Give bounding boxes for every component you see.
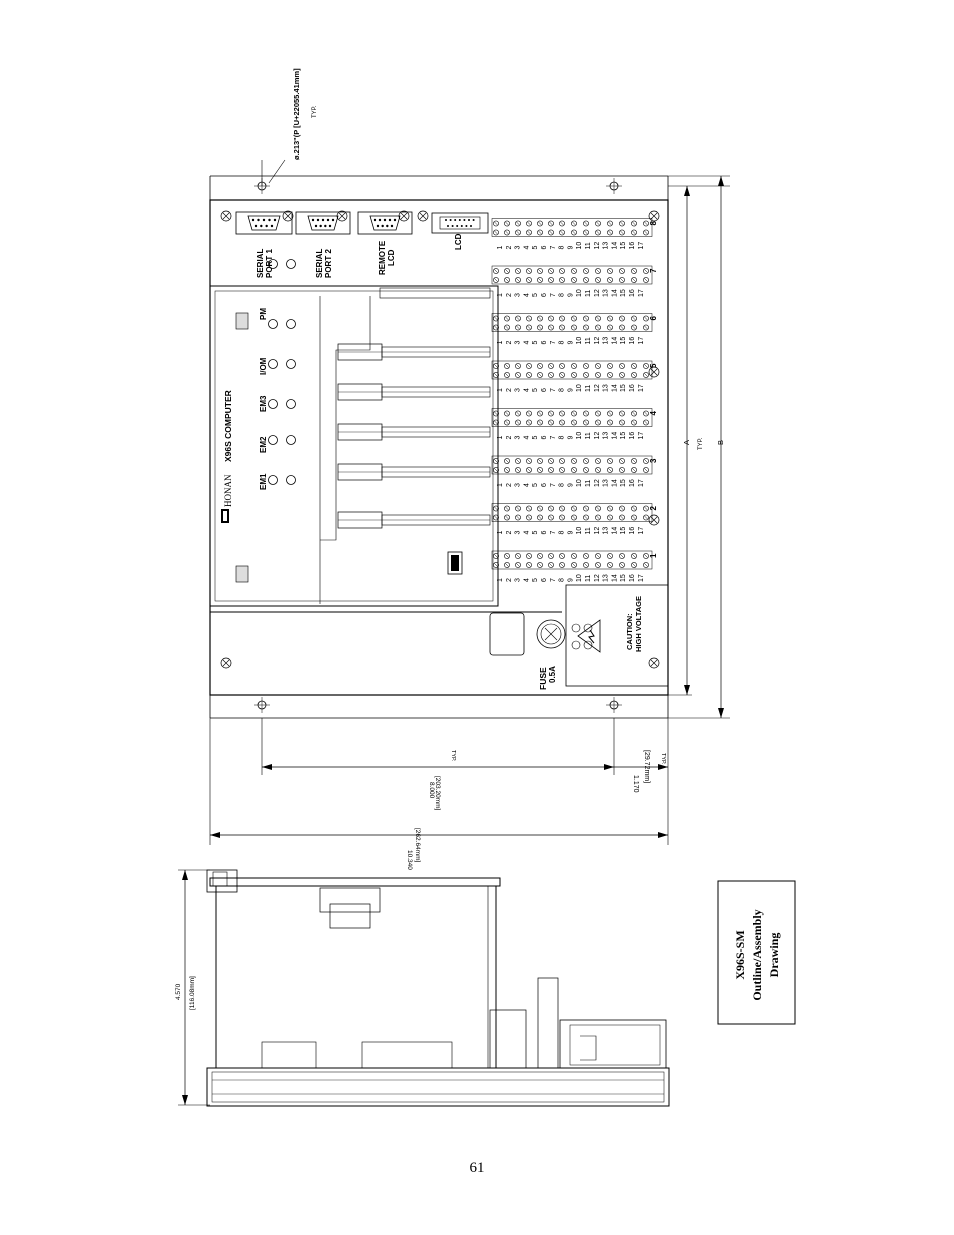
led-indicator-icon: [269, 360, 278, 369]
terminal-pin-label: 8: [558, 530, 566, 535]
terminal-pin-label: 7: [549, 340, 557, 345]
hole-dimension: ø.213"(P [U+22055.41mm]: [292, 68, 301, 160]
terminal-pin-label: 7: [549, 388, 557, 392]
high-voltage-warning-icon: [578, 620, 600, 652]
remote-lcd-label: LCD: [387, 249, 396, 266]
terminal-pin-label: 14: [611, 479, 619, 487]
terminal-pin-label: 6: [541, 293, 548, 297]
terminal-pin-label: 12: [593, 431, 601, 440]
terminal-pin-label: 14: [611, 336, 619, 345]
screw-icon: [649, 211, 659, 221]
dimension-4570: 4.570: [175, 983, 182, 1000]
mounting-hole-icon: [606, 178, 622, 194]
screw-icon: [649, 658, 659, 668]
screw-icon: [221, 211, 231, 221]
terminal-pin-label: 5: [532, 340, 540, 345]
terminal-pin-label: 9: [567, 483, 575, 487]
terminal-pin-label: 5: [532, 483, 540, 487]
terminal-pin-label: 15: [620, 384, 628, 392]
terminal-pin-label: 11: [585, 432, 592, 440]
terminal-pin-label: 14: [611, 574, 619, 582]
terminal-pin-label: 15: [620, 479, 628, 487]
led-indicator-icon: [287, 400, 296, 409]
mounting-holes: [221, 178, 659, 713]
terminal-pin-label: 15: [620, 526, 628, 535]
terminal-pin-label: 16: [629, 289, 636, 297]
terminal-pin-label: 2: [505, 435, 513, 440]
dimension-1170-mm: [29.72mm]: [643, 750, 650, 784]
terminal-pin-label: 10: [576, 479, 584, 487]
mounting-hole-icon: [254, 697, 270, 713]
terminal-group-number: 1: [649, 553, 658, 558]
terminal-pin-label: 8: [558, 340, 566, 345]
screw-icon: [399, 211, 409, 221]
terminal-strips: [492, 219, 658, 583]
dimension-8000-mm: [203.20mm]: [434, 776, 441, 811]
terminal-pin-label: 1: [497, 530, 504, 535]
terminal-pin-label: 6: [541, 530, 548, 535]
terminal-pin-label: 10: [576, 431, 584, 440]
brand-label: HONAN: [223, 474, 233, 507]
serial-port-2-label: PORT 2: [324, 249, 333, 278]
terminal-pin-label: 6: [541, 245, 548, 250]
terminal-pin-label: 15: [620, 289, 628, 297]
led-indicator-icon: [287, 260, 296, 269]
enclosure-outline: [210, 176, 668, 718]
screw-icon: [221, 658, 231, 668]
extension-lines: [210, 160, 730, 845]
led-indicator-icon: [287, 476, 296, 485]
title-line: X96S-SM: [733, 930, 747, 980]
terminal-pin-label: 1: [497, 245, 504, 250]
dimension-1170: 1.170: [632, 775, 639, 793]
terminal-pin-label: 14: [611, 431, 619, 440]
terminal-pin-label: 5: [532, 578, 540, 582]
led-indicator-icon: [269, 400, 278, 409]
dimension-8000-typ: TYP.: [450, 750, 456, 762]
terminal-pin-label: 4: [523, 578, 531, 582]
led-indicator-icon: [287, 320, 296, 329]
terminal-pin-label: 1: [497, 483, 504, 487]
terminal-group-number: 6: [649, 316, 658, 321]
terminal-pin-label: 5: [532, 388, 540, 392]
module-label: EM3: [259, 395, 268, 412]
db9-connector-icon: [308, 216, 338, 230]
terminal-pin-label: 9: [567, 388, 575, 392]
terminal-pin-label: 13: [602, 479, 610, 487]
fuse-label: FUSE: [538, 667, 548, 690]
terminal-group-number: 4: [649, 411, 658, 416]
terminal-pin-label: 6: [541, 388, 548, 392]
terminal-pin-label: 14: [611, 241, 619, 250]
terminal-pin-label: 11: [585, 527, 592, 535]
terminal-pin-label: 2: [505, 340, 513, 345]
terminal-pin-label: 2: [505, 578, 513, 582]
terminal-pin-label: 11: [585, 479, 592, 487]
module-label: PM: [259, 308, 268, 320]
terminal-pin-label: 8: [558, 483, 566, 487]
module-label: I/OM: [259, 357, 268, 375]
terminal-pin-label: 8: [558, 578, 566, 582]
dimension-a: A: [682, 439, 691, 445]
terminal-pin-label: 1: [497, 340, 504, 345]
terminal-pin-label: 10: [576, 289, 584, 297]
title-line: Outline/Assembly: [750, 909, 764, 1001]
terminal-pin-label: 6: [541, 578, 548, 582]
hole-typ: TYP.: [312, 105, 318, 118]
dimension-10340: 10.340: [406, 850, 413, 870]
terminal-pin-label: 5: [532, 293, 540, 297]
side-view: [207, 870, 669, 1106]
d-sub-connectors: [236, 212, 488, 234]
terminal-pin-label: 17: [637, 431, 645, 440]
terminal-pin-label: 4: [523, 483, 531, 487]
led-indicator-icon: [269, 436, 278, 445]
terminal-pin-label: 6: [541, 483, 548, 487]
terminal-pin-label: 15: [620, 574, 628, 582]
terminal-pin-label: 14: [611, 289, 619, 297]
terminal-pin-label: 1: [497, 435, 504, 440]
screw-icon: [283, 211, 293, 221]
terminal-pin-label: 12: [593, 526, 601, 535]
terminal-pin-label: 4: [523, 340, 531, 345]
terminal-pin-label: 13: [602, 574, 610, 582]
terminal-pin-label: 13: [602, 526, 610, 535]
terminal-pin-label: 4: [523, 245, 531, 250]
terminal-pin-label: 13: [602, 336, 610, 345]
terminal-pin-label: 15: [620, 336, 628, 345]
terminal-pin-label: 3: [514, 483, 522, 487]
terminal-group-number: 5: [649, 363, 658, 368]
terminal-pin-label: 8: [558, 388, 566, 392]
computer-model-label: X96S COMPUTER: [223, 390, 233, 462]
terminal-pin-label: 7: [549, 293, 557, 297]
terminal-pin-label: 10: [576, 574, 584, 582]
terminal-pin-label: 4: [523, 530, 531, 535]
terminal-pin-label: 8: [558, 293, 566, 297]
terminal-pin-label: 12: [593, 289, 601, 297]
terminal-pin-label: 14: [611, 384, 619, 392]
terminal-pin-label: 1: [497, 388, 504, 392]
terminal-pin-label: 9: [567, 530, 575, 535]
module-cards: [338, 288, 490, 528]
terminal-pin-label: 16: [629, 241, 636, 250]
terminal-pin-label: 7: [549, 483, 557, 487]
terminal-pin-label: 3: [514, 340, 522, 345]
caution-label: CAUTION:: [625, 613, 634, 650]
lcd-label: LCD: [454, 233, 463, 250]
page-number: 61: [469, 1160, 485, 1176]
drawing-labels: [175, 68, 781, 1010]
terminal-pin-label: 5: [532, 435, 540, 440]
terminal-pin-label: 3: [514, 293, 522, 297]
terminal-pin-label: 11: [585, 384, 592, 392]
terminal-pin-label: 17: [637, 336, 645, 345]
terminal-pin-label: 2: [505, 293, 513, 297]
terminal-pin-label: 15: [620, 241, 628, 250]
terminal-pin-label: 9: [567, 435, 575, 440]
terminal-pin-label: 8: [558, 435, 566, 440]
terminal-pin-label: 1: [497, 578, 504, 582]
terminal-pin-label: 17: [637, 241, 645, 250]
terminal-pin-label: 9: [567, 340, 575, 345]
db9-connector-icon: [370, 216, 400, 230]
terminal-group-number: 3: [649, 458, 658, 463]
terminal-pin-label: 12: [593, 479, 601, 487]
screw-icon: [418, 211, 428, 221]
terminal-pin-label: 9: [567, 578, 575, 582]
terminal-pin-label: 3: [514, 245, 522, 250]
terminal-pin-label: 8: [558, 245, 566, 250]
terminal-pin-label: 16: [629, 479, 636, 487]
terminal-group-number: 8: [649, 221, 658, 226]
terminal-pin-label: 7: [549, 578, 557, 582]
terminal-pin-label: 10: [576, 384, 584, 392]
terminal-pin-label: 16: [629, 384, 636, 392]
terminal-pin-label: 5: [532, 530, 540, 535]
terminal-pin-label: 17: [637, 479, 645, 487]
terminal-pin-label: 10: [576, 241, 584, 250]
terminal-pin-label: 14: [611, 526, 619, 535]
terminal-pin-label: 2: [505, 388, 513, 392]
terminal-pin-label: 7: [549, 530, 557, 535]
terminal-pin-label: 7: [549, 245, 557, 250]
led-indicator-icon: [269, 320, 278, 329]
terminal-pin-label: 12: [593, 574, 601, 582]
terminal-pin-label: 5: [532, 245, 540, 250]
terminal-pin-label: 17: [637, 574, 645, 582]
terminal-pin-label: 10: [576, 336, 584, 345]
fuse-rating: 0.5A: [548, 666, 557, 683]
terminal-pin-label: 13: [602, 384, 610, 392]
terminal-pin-label: 11: [585, 337, 592, 345]
x96s-computer-module: [210, 260, 498, 607]
terminal-pin-label: 12: [593, 336, 601, 345]
terminal-pin-label: 13: [602, 289, 610, 297]
dimension-10340-mm: [262.64mm]: [414, 828, 421, 863]
terminal-pin-label: 17: [637, 526, 645, 535]
terminal-pin-label: 12: [593, 241, 601, 250]
terminal-pin-label: 9: [567, 245, 575, 250]
terminal-pin-label: 3: [514, 388, 522, 392]
caution-label: HIGH VOLTAGE: [634, 596, 643, 652]
led-indicator-icon: [269, 476, 278, 485]
terminal-pin-label: 12: [593, 384, 601, 392]
screw-icon: [649, 515, 659, 525]
db9-connector-icon: [248, 216, 280, 230]
terminal-pin-label: 2: [505, 530, 513, 535]
terminal-pin-label: 3: [514, 530, 522, 535]
terminal-pin-label: 6: [541, 435, 548, 440]
terminal-pin-label: 4: [523, 293, 531, 297]
remote-lcd-label: REMOTE: [378, 240, 387, 275]
terminal-pin-label: 4: [523, 435, 531, 440]
terminal-pin-label: 1: [497, 293, 504, 297]
terminal-pin-label: 16: [629, 431, 636, 440]
terminal-pin-label: 4: [523, 388, 531, 392]
terminal-pin-label: 17: [637, 384, 645, 392]
dimension-8000: 8.000: [428, 782, 435, 799]
dimension-1170-typ: TYP.: [660, 753, 666, 765]
terminal-pin-label: 16: [629, 526, 636, 535]
serial-port-1-label: PORT 1: [265, 249, 274, 278]
terminal-pin-label: 2: [505, 245, 513, 250]
terminal-pin-label: 13: [602, 241, 610, 250]
terminal-pin-label: 17: [637, 289, 645, 297]
terminal-pin-label: 11: [585, 574, 592, 582]
serial-port-1-label: SERIAL: [256, 248, 265, 278]
terminal-pin-label: 16: [629, 336, 636, 345]
dimension-a-typ: TYP.: [698, 437, 704, 450]
terminal-pin-label: 16: [629, 574, 636, 582]
dimension-4570-mm: [116.08mm]: [189, 976, 196, 1010]
terminal-pin-label: 6: [541, 340, 548, 345]
screw-icon: [337, 211, 347, 221]
terminal-group-number: 7: [649, 268, 658, 273]
dimension-b: B: [716, 439, 725, 445]
module-label: EM1: [259, 473, 268, 490]
terminal-pin-label: 9: [567, 293, 575, 297]
title-line: Drawing: [767, 932, 781, 978]
terminal-group-number: 2: [649, 506, 658, 511]
terminal-pin-label: 7: [549, 435, 557, 440]
terminal-pin-label: 3: [514, 435, 522, 440]
serial-port-2-label: SERIAL: [315, 248, 324, 278]
terminal-pin-label: 11: [585, 242, 592, 250]
terminal-pin-label: 11: [585, 289, 592, 297]
led-indicator-icon: [287, 360, 296, 369]
terminal-pin-label: 13: [602, 431, 610, 440]
mounting-hole-icon: [606, 697, 622, 713]
terminal-pin-label: 2: [505, 483, 513, 487]
terminal-pin-label: 3: [514, 578, 522, 582]
led-indicator-icon: [287, 436, 296, 445]
terminal-pin-label: 10: [576, 526, 584, 535]
module-label: EM2: [259, 436, 268, 453]
terminal-pin-label: 15: [620, 431, 628, 440]
